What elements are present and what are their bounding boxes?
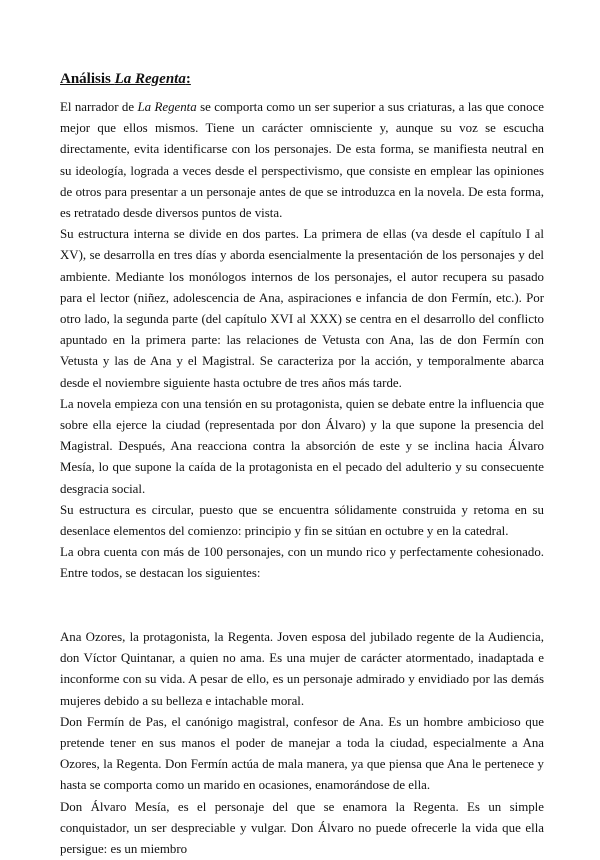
title-italic: La Regenta	[114, 71, 186, 87]
document-body	[60, 97, 544, 860]
paragraph-circular-structure: Su estructura es circular, puesto que se encuentra sólidamente construida y retoma en su desenlace elementos del comienzo: principio y fin se sitúan en octubre y en la catedral.	[60, 502, 544, 539]
paragraph-character-alvaro: Don Álvaro Mesía, es el personaje del que se enamora la Regenta. Es un simple conquistador, un ser despreciable y vulgar. Don Álvaro no puede ofrecerle la vida que ella persigue: es un miembro	[60, 799, 544, 857]
paragraph-plot: La novela empieza con una tensión en su protagonista, quien se debate entre la influencia que sobre ella ejerce la ciudad (representada por don Álvaro) y la que supone la presencia del Magistral. Después, Ana reacciona contra la absorción de este y se inclina hacia Álvaro Mesía, lo que supone la caída de la protagonista en el pecado del adulterio y su consecuente desgracia social.	[60, 396, 544, 496]
paragraph-characters-intro: La obra cuenta con más de 100 personajes, con un mundo rico y perfectamente cohesionado. Entre todos, se destacan los siguientes:	[60, 545, 544, 581]
paragraph-structure: Su estructura interna se divide en dos partes. La primera de ellas (va desde el capítulo I al XV), se desarrolla en tres días y aborda esencialmente la presentación de los personajes y del ambiente. Mediante los monólogos internos de los personajes, el autor recupera su pasado para el lector (niñez, adolescencia de Ana, aspiraciones e infancia de don Fermín, etc.). Por otro lado, la segunda parte (del capítulo XVI al XXX) se centra en el desarrollo del conflicto apuntado en la primera parte: las relaciones de Vetusta con Ana, las de don Fermín con Vetusta y las de Ana y el Magistral. Se caracteriza por la acción, y temporalmente abarca desde el noviembre siguiente hasta octubre de tres años más tarde.	[60, 227, 544, 390]
title-suffix: :	[185, 71, 191, 87]
page-title	[60, 70, 544, 88]
section-gap	[60, 585, 544, 627]
book-title-italic: La Regenta	[137, 100, 197, 114]
paragraph-character-fermin: Don Fermín de Pas, el canónigo magistral, confesor de Ana. Es un hombre ambicioso que pretende tener en sus manos el poder de manejar a toda la ciudad, especialmente a Ana Ozores, la Regenta. Don Fermín actúa de mala manera, ya que piensa que Ana le pertenece y hasta se comporta como un marido en ocasiones, enamorándose de ella.	[60, 714, 544, 793]
paragraph-narrator: El narrador de La Regenta se comporta como un ser superior a sus criaturas, a las que conoce mejor que ellos mismos. Tiene un carácter omnisciente y, aunque su voz se escucha directamente, evita identificarse con los personajes. De esta forma, se manifiesta neutral en su ideología, lograda a veces desde el perspectivismo, que consiste en emplear las opiniones de otros para presentar a un personaje antes de que se introduzca en la novela. De esta forma, es retratado desde diversos puntos de vista.	[60, 100, 544, 221]
paragraph-character-ana: Ana Ozores, la protagonista, la Regenta. Joven esposa del jubilado regente de la Audiencia, don Víctor Quintanar, a quien no ama. Es una mujer de carácter atormentado, inadaptada e inconforme con su vida. A pesar de ello, es un personaje admirado y envidiado por las demás mujeres debido a su belleza e intachable moral.	[60, 630, 544, 708]
title-prefix: Análisis	[60, 71, 115, 87]
